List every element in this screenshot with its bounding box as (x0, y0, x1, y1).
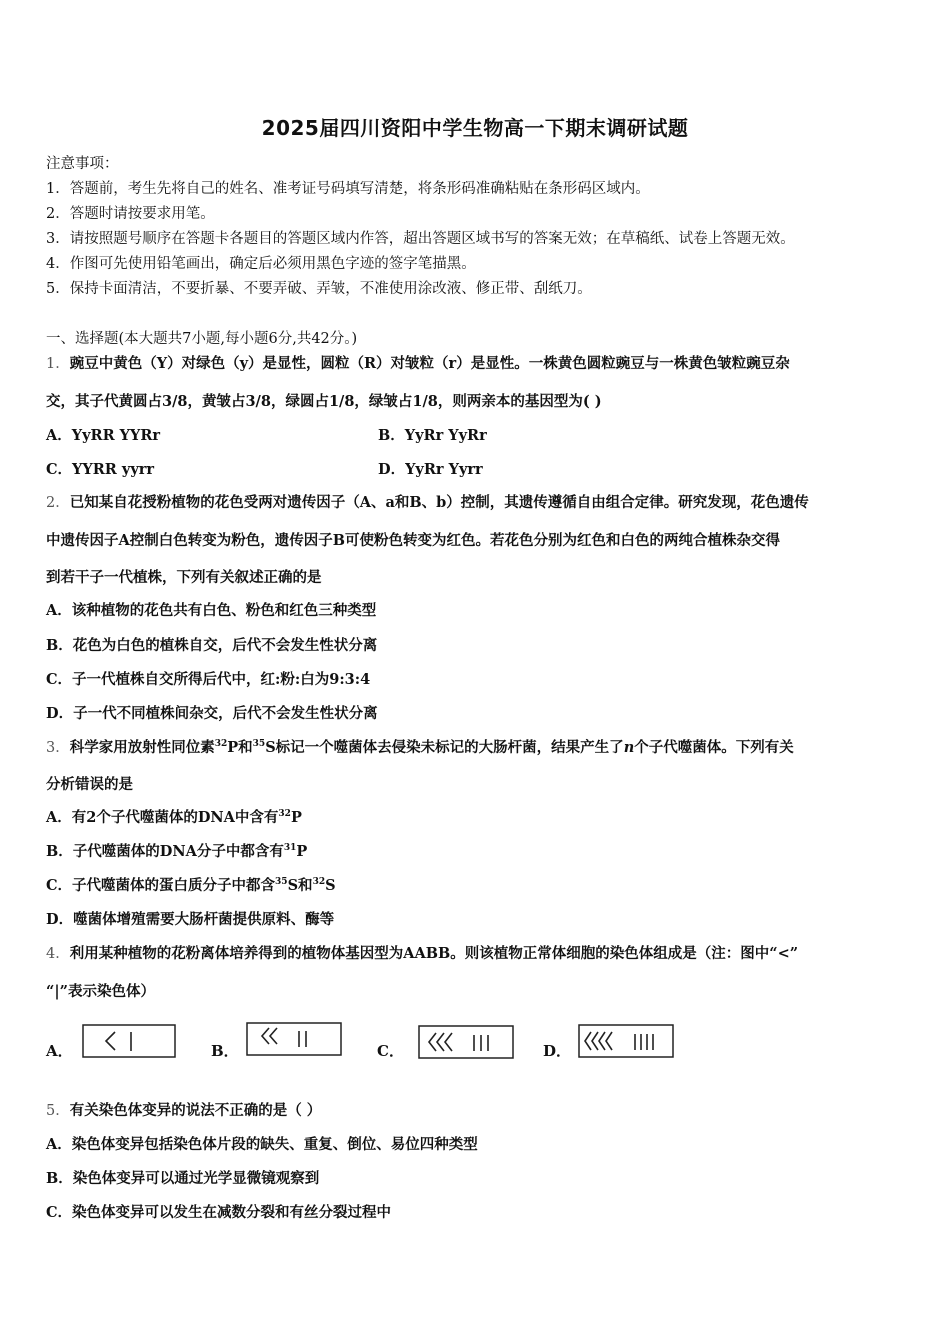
notice-item-2: 2．答题时请按要求用笔。 (46, 206, 215, 222)
question-2-line-3: 到若干子一代植株，下列有关叙述正确的是 (46, 569, 322, 586)
chromosome-figure-b (246, 1020, 342, 1058)
question-4-line-1: 4．利用某种植物的花粉离体培养得到的植物体基因型为AABB。则该植物正常体细胞的染色体组成是（注：图中“<” (46, 945, 799, 962)
question-3-option-d: D．噬菌体增殖需要大肠杆菌提供原料、酶等 (46, 911, 335, 928)
question-1-number: 1． (46, 356, 70, 372)
question-3-option-c: C．子代噬菌体的蛋白质分子中都含$^{35}$S和$^{32}$S (46, 877, 336, 894)
notice-item-4: 4．作图可先使用铅笔画出，确定后必须用黑色字迹的签字笔描黑。 (46, 256, 476, 272)
question-2-number: 2． (46, 495, 70, 511)
question-1-line-2: 交，其子代黄圆占3/8，黄皱占3/8，绿圆占1/8，绿皱占1/8，则两亲本的基因型为( ) (46, 393, 602, 410)
figure-label-c: C． (377, 1042, 404, 1060)
question-5-line-1: 5．有关染色体变异的说法不正确的是（ ） (46, 1102, 322, 1119)
notice-item-1: 1．答题前，考生先将自己的姓名、准考证号码填写清楚，将条形码准确粘贴在条形码区域内。 (46, 181, 650, 197)
notice-heading: 注意事项： (46, 156, 119, 172)
notice-item-5: 5．保持卡面清洁，不要折暴、不要弄破、弄皱，不准使用涂改液、修正带、刮纸刀。 (46, 281, 592, 297)
question-1-option-a: A．YyRR YYRr (46, 427, 161, 444)
figure-label-b: B． (211, 1042, 239, 1060)
question-2-option-a: A．该种植物的花色共有白色、粉色和红色三种类型 (46, 602, 377, 619)
question-2-option-b: B．花色为白色的植株自交，后代不会发生性状分离 (46, 637, 378, 654)
question-2-option-d: D．子一代不同植株间杂交，后代不会发生性状分离 (46, 705, 378, 722)
chromosome-figure-c (418, 1024, 514, 1060)
question-4-number: 4． (46, 946, 70, 962)
chromosome-figure-a (82, 1024, 176, 1060)
question-5-option-c: C．染色体变异可以发生在减数分裂和有丝分裂过程中 (46, 1204, 392, 1221)
question-2-option-c: C．子一代植株自交所得后代中，红:粉:白为9:3:4 (46, 671, 371, 688)
question-1-option-b: B．YyRr YyRr (378, 427, 487, 444)
question-3-line-2: 分析错误的是 (46, 776, 133, 793)
section-heading: 一、选择题(本大题共7小题,每小题6分,共42分。) (46, 331, 358, 347)
notice-item-3: 3．请按照题号顺序在答题卡各题目的答题区域内作答，超出答题区域书写的答案无效；在草稿纸、试卷上答题无效。 (46, 231, 795, 247)
question-5-option-a: A．染色体变异包括染色体片段的缺失、重复、倒位、易位四种类型 (46, 1136, 478, 1153)
question-4-line-2: “|”表示染色体） (46, 983, 155, 1000)
question-3-option-b: B．子代噬菌体的DNA分子中都含有$^{31}$P (46, 843, 308, 860)
question-1-option-d: D．YyRr Yyrr (378, 461, 483, 478)
question-5-number: 5． (46, 1103, 70, 1119)
chromosome-figure-d (578, 1022, 674, 1060)
question-1-option-c: C．YYRR yyrr (46, 461, 155, 478)
question-5-option-b: B．染色体变异可以通过光学显微镜观察到 (46, 1170, 320, 1187)
question-3-line-1: 3．科学家用放射性同位素$^{32}$P和$^{35}$S标记一个噬菌体去侵染未标记的大肠杆菌，结果产生了n个子代噬菌体。下列有关 (46, 739, 794, 756)
question-3-number: 3． (46, 740, 70, 756)
question-2-line-2: 中遗传因子A控制白色转变为粉色，遗传因子B可使粉色转变为红色。若花色分别为红色和白色的两纯合植株杂交得 (46, 532, 781, 549)
question-2-line-1: 2．已知某自花授粉植物的花色受两对遗传因子（A、a和B、b）控制，其遗传遵循自由组合定律。研究发现，花色遗传 (46, 494, 809, 511)
page-title: 2025届四川资阳中学生物高一下期末调研试题 (261, 116, 689, 140)
figure-label-d: D． (543, 1042, 572, 1060)
figure-label-a: A． (46, 1042, 73, 1060)
question-3-option-a: A．有2个子代噬菌体的DNA中含有$^{32}$P (46, 809, 302, 826)
question-1-line-1: 1．豌豆中黄色（Y）对绿色（y）是显性，圆粒（R）对皱粒（r）是显性。一株黄色圆粒豌豆与一株黄色皱粒豌豆杂 (46, 355, 790, 372)
